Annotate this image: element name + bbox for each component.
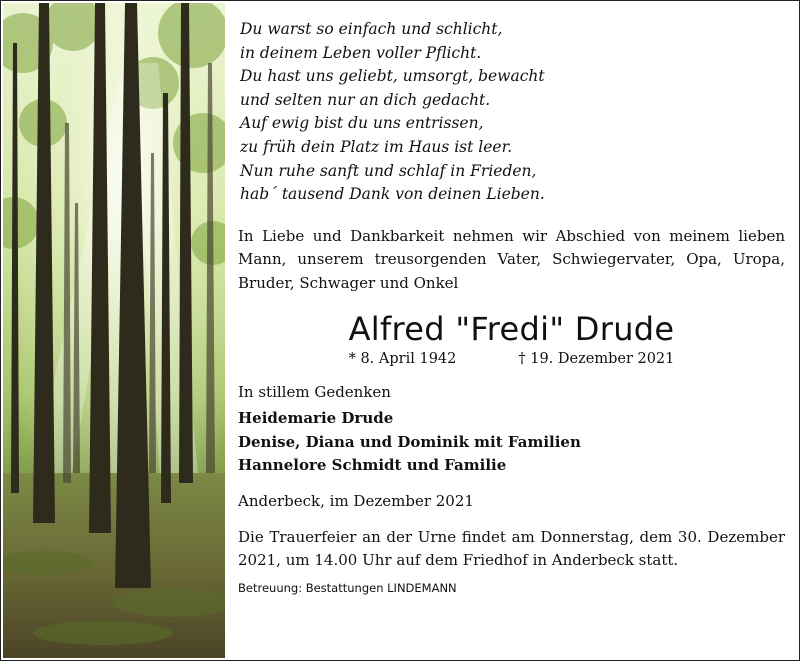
undertaker-credit: Betreuung: Bestattungen LINDEMANN <box>238 580 457 595</box>
place-date: Anderbeck, im Dezember 2021 <box>238 491 474 510</box>
poem <box>240 18 785 207</box>
poem-line: Nun ruhe sanft und schlaf in Frieden, <box>240 161 537 180</box>
poem-line: Du warst so einfach und schlicht, <box>240 20 503 38</box>
poem-line: und selten nur an dich gedacht. <box>240 90 491 109</box>
death-date: † 19. Dezember 2021 <box>518 351 675 368</box>
intro-text: In Liebe und Dankbarkeit nehmen wir Abschied von meinem lieben Mann, unserem treusorgenden Vater, Schwiegervater, Opa, Uropa, Bruder, Schwager und Onkel <box>238 226 785 292</box>
notice-text <box>238 18 785 595</box>
funeral-note: Die Trauerfeier an der Urne findet am Donnerstag, dem 30. Dezember 2021, um 14.00 Uhr auf dem Friedhof in Anderbeck statt. <box>238 527 785 570</box>
memory-line: In stillem Gedenken <box>238 383 391 402</box>
mourner: Heidemarie Drude <box>238 409 394 428</box>
birth-date: * 8. April 1942 <box>348 351 457 368</box>
mourner: Denise, Diana und Dominik mit Familien <box>238 432 581 451</box>
mourner: Hannelore Schmidt und Familie <box>238 456 507 475</box>
poem-line: Auf ewig bist du uns entrissen, <box>240 114 484 133</box>
poem-line: Du hast uns geliebt, umsorgt, bewacht <box>240 67 545 86</box>
poem-line: in deinem Leben voller Pflicht. <box>240 43 482 62</box>
life-dates <box>238 351 785 367</box>
mourners-list <box>238 407 785 478</box>
forest-image <box>3 3 225 658</box>
poem-line: zu früh dein Platz im Haus ist leer. <box>240 137 513 156</box>
deceased-name: Alfred "Fredi" Drude <box>348 310 675 349</box>
poem-line: hab´ tausend Dank von deinen Lieben. <box>240 185 545 204</box>
